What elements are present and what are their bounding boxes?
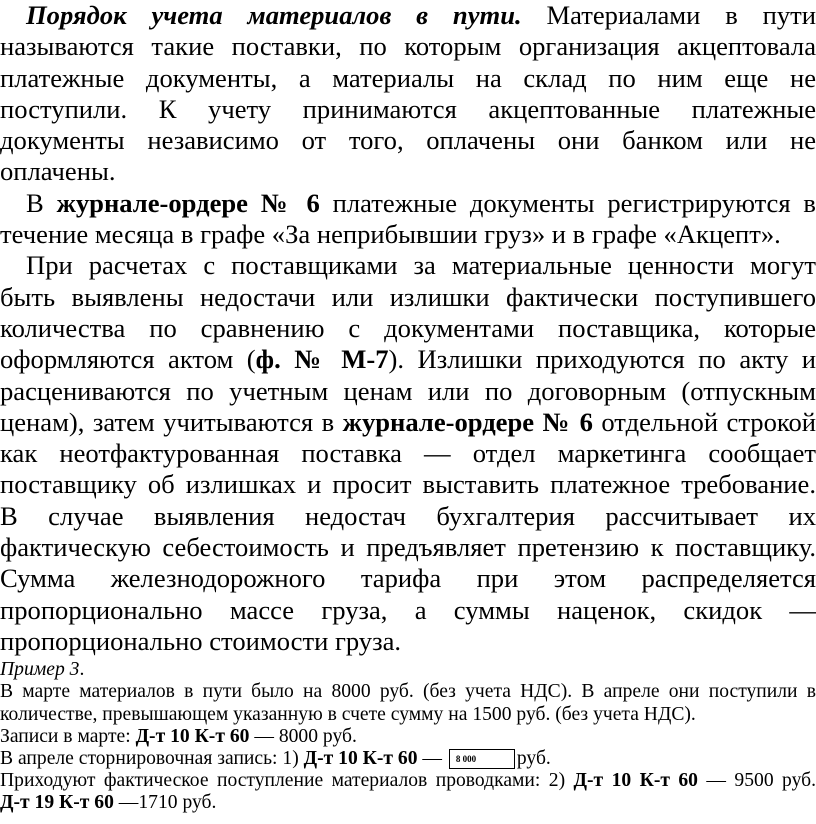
paragraph-materials-in-transit <box>0 0 816 31</box>
form-ref: ф. № М-7 <box>255 344 389 375</box>
text-line: называются такие поставки, по которым организация акцептовала <box>0 31 816 62</box>
text-line: оплачены. <box>0 156 116 187</box>
entry-ref: Д-т 10 К-т 60 <box>573 770 698 792</box>
text-line: оформляются актом (ф. № М-7). Излишки приходуются по акту и <box>0 344 816 375</box>
text-line: поступили. К учету принимаются акцептованные платежные <box>0 93 816 124</box>
paragraph-materials-in-transit-body <box>0 31 816 187</box>
text-line: количества по сравнению с документами поставщика, которые <box>0 312 816 343</box>
text-line: быть выявлены недостачи или излишки фактически поступившего <box>0 281 816 312</box>
storno-amount-box: 8 000 <box>449 749 515 769</box>
text-line: ценам), затем учитываются в журнале-ордере № 6 отдельной строкой <box>0 406 816 437</box>
entry-ref: Д-т 19 К-т 60 <box>0 792 114 814</box>
text-line: Записи в марте: Д-т 10 К-т 60 — 8000 руб. <box>0 725 357 747</box>
text-line: Сумма железнодорожного тарифа при этом распределяется <box>0 563 816 594</box>
text-line: Д-т 19 К-т 60 —1710 руб. <box>0 792 217 814</box>
text-line: При расчетах с поставщиками за материальные ценности могут <box>26 250 816 281</box>
text-line: течение месяца в графе «За неприбывшии груз» и в графе «Акцепт». <box>0 219 781 250</box>
text-line: пропорционально стоимости груза. <box>0 625 402 656</box>
entry-ref: Д-т 10 К-т 60 <box>135 725 250 747</box>
text-line: Порядок учета материалов в пути. Материалами в пути <box>26 0 816 30</box>
text-line: В журнале-ордере № 6 платежные документы регистрируются в <box>26 187 816 218</box>
text-line: платежные документы, а материалы на склад по ним еще не <box>0 62 816 93</box>
paragraph-journal-order <box>0 188 816 251</box>
text-line: В апреле сторнировочная запись: 1) Д-т 10 К-т 60 — 8 000 руб. <box>0 748 551 770</box>
entry-ref: Д-т 10 К-т 60 <box>303 748 418 770</box>
example-heading: Пример 3. <box>0 659 85 681</box>
text-line: В случае выявления недостач бухгалтерия рассчитывает их <box>0 500 816 531</box>
example-block <box>0 659 816 814</box>
text-line: Приходуют фактическое поступление материалов проводками: 2) Д-т 10 К-т 60 — 9500 руб. <box>0 770 816 792</box>
text-line: поставщику об излишках и просит выставить платежное требование. <box>0 469 816 500</box>
text-line: расцениваются по учетным ценам или по договорным (отпускным <box>0 375 816 406</box>
text-line: количестве, превышающем указанную в счете сумму на 1500 руб. (без учета НДС). <box>0 703 696 725</box>
text-line: В марте материалов в пути было на 8000 руб. (без учета НДС). В апреле они поступили в <box>0 681 816 703</box>
paragraph-supplier-settlements <box>0 250 816 657</box>
text-line: как неотфактурованная поставка — отдел маркетинга сообщает <box>0 438 816 469</box>
journal-order-ref: журнале-ордере № 6 <box>342 406 593 437</box>
section-title: Порядок учета материалов в пути. <box>26 0 522 30</box>
text-line: фактическую себестоимость и предъявляет претензию к поставщику. <box>0 532 816 563</box>
text-line: документы независимо от того, оплачены они банком или не <box>0 125 816 156</box>
journal-order-ref: журнале-ордере № 6 <box>56 187 320 218</box>
text-line: пропорционально массе груза, а суммы наценок, скидок — <box>0 594 816 625</box>
